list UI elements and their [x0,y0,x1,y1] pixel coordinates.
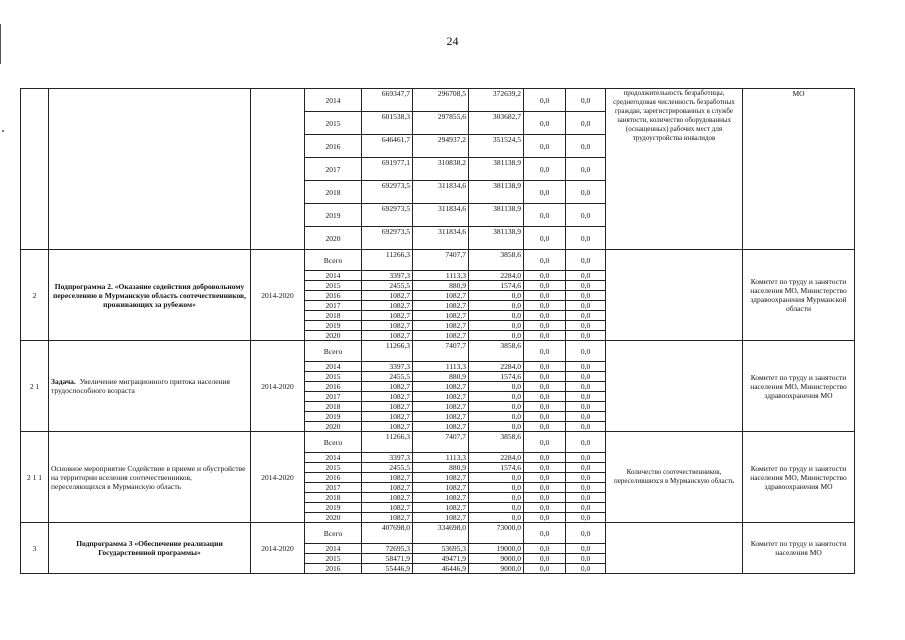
cell-total: 692973,5 [362,181,413,204]
cell-v3: 0,0 [524,463,566,473]
cell-v2: 0,0 [469,412,524,422]
cell-v2: 73000,0 [469,523,524,544]
cell-v4: 0,0 [566,523,606,544]
cell-year: 2017 [305,301,362,311]
cell-v4: 0,0 [566,271,606,281]
cell-v1: 1113,3 [413,271,469,281]
cell-v1: 1082,7 [413,483,469,493]
cell-v1: 1082,7 [413,311,469,321]
cell-v1: 1082,7 [413,503,469,513]
cell-v1: 7407,7 [413,250,469,271]
cell-v4: 0,0 [566,158,606,181]
cell-total: 646461,7 [362,135,413,158]
cell-year: 2020 [305,227,362,250]
cell-year: 2016 [305,382,362,392]
cell-v3: 0,0 [524,271,566,281]
cell-total: 1082,7 [362,382,413,392]
cell-executor: Комитет по труду и занятости населения МО, Министерство здравоохранения Мурманской области [743,250,855,341]
page-number: 24 [446,34,459,48]
cell-name [49,341,251,432]
cell-year: 2019 [305,204,362,227]
cell-total: 2455,5 [362,463,413,473]
cell-v2: 303682,7 [469,112,524,135]
cell-year: 2017 [305,158,362,181]
cell-v1: 1113,3 [413,362,469,372]
cell-v3: 0,0 [524,181,566,204]
cell-v1: 880,9 [413,372,469,382]
cell-year: 2015 [305,281,362,291]
task-text: Увеличение миграционного притока населения трудоспособного возраста [51,377,231,395]
cell-total: 669347,7 [362,89,413,112]
cell-v3: 0,0 [524,392,566,402]
cell-v4: 0,0 [566,291,606,301]
table-row [21,523,855,544]
cell-v3: 0,0 [524,402,566,412]
cell-name [49,89,251,250]
cell-year: 2015 [305,554,362,564]
cell-v3: 0,0 [524,281,566,291]
cell-v2: 0,0 [469,422,524,432]
cell-v4: 0,0 [566,331,606,341]
cell-period [251,89,305,250]
cell-year: 2016 [305,291,362,301]
cell-total: 1082,7 [362,473,413,483]
cell-period: 2014-2020 [251,341,305,432]
cell-period: 2014-2020 [251,432,305,523]
cell-v2: 381138,9 [469,204,524,227]
cell-v2: 0,0 [469,301,524,311]
cell-year: 2020 [305,331,362,341]
cell-total: 1082,7 [362,493,413,503]
cell-v4: 0,0 [566,432,606,453]
cell-v2: 3858,6 [469,432,524,453]
cell-v2: 0,0 [469,503,524,513]
cell-v1: 1082,7 [413,291,469,301]
cell-v2: 3858,6 [469,341,524,362]
cell-total: 3397,3 [362,271,413,281]
cell-v2: 0,0 [469,311,524,321]
cell-v2: 0,0 [469,473,524,483]
cell-v1: 1082,7 [413,331,469,341]
cell-v2: 19000,0 [469,544,524,554]
cell-v3: 0,0 [524,513,566,523]
cell-executor: Комитет по труду и занятости населения МО [743,523,855,574]
cell-total: 11266,3 [362,250,413,271]
cell-v1: 1113,3 [413,453,469,463]
cell-total: 1082,7 [362,301,413,311]
cell-year: Всего [305,432,362,453]
cell-year: 2015 [305,372,362,382]
cell-v1: 1082,7 [413,473,469,483]
cell-v3: 0,0 [524,89,566,112]
cell-year: 2018 [305,402,362,412]
cell-year: 2016 [305,564,362,574]
cell-v2: 9000,0 [469,564,524,574]
cell-v2: 381138,9 [469,181,524,204]
cell-v3: 0,0 [524,311,566,321]
cell-v4: 0,0 [566,503,606,513]
cell-v4: 0,0 [566,422,606,432]
cell-v4: 0,0 [566,372,606,382]
cell-v1: 1082,7 [413,513,469,523]
cell-v3: 0,0 [524,432,566,453]
cell-v1: 296708,5 [413,89,469,112]
cell-total: 1082,7 [362,291,413,301]
cell-v3: 0,0 [524,564,566,574]
cell-v4: 0,0 [566,453,606,463]
cell-v3: 0,0 [524,362,566,372]
cell-v1: 7407,7 [413,432,469,453]
table-body [21,89,855,574]
cell-v3: 0,0 [524,135,566,158]
cell-v1: 1082,7 [413,493,469,503]
cell-v2: 2284,0 [469,362,524,372]
cell-v2: 1574,6 [469,463,524,473]
cell-v4: 0,0 [566,554,606,564]
cell-v2: 3858,6 [469,250,524,271]
cell-total: 2455,5 [362,372,413,382]
cell-v2: 2284,0 [469,271,524,281]
cell-v1: 46446,9 [413,564,469,574]
cell-v1: 1082,7 [413,412,469,422]
cell-v2: 381138,9 [469,158,524,181]
cell-v3: 0,0 [524,554,566,564]
cell-v4: 0,0 [566,483,606,493]
cell-v2: 381138,9 [469,227,524,250]
cell-period: 2014-2020 [251,523,305,574]
cell-year: 2014 [305,89,362,112]
cell-v2: 9000,0 [469,554,524,564]
cell-v3: 0,0 [524,523,566,544]
cell-v2: 351524,5 [469,135,524,158]
cell-v2: 0,0 [469,331,524,341]
cell-name: Подпрограмма 3 «Обеспечение реализации Государственной программы» [49,523,251,574]
cell-total: 3397,3 [362,362,413,372]
table-row [21,89,855,112]
cell-v4: 0,0 [566,382,606,392]
cell-indicator [606,341,743,432]
cell-v4: 0,0 [566,181,606,204]
cell-v2: 2284,0 [469,453,524,463]
cell-executor: Комитет по труду и занятости населения МО, Министерство здравоохранения МО [743,341,855,432]
cell-year: 2018 [305,493,362,503]
cell-v1: 1082,7 [413,382,469,392]
cell-total: 692973,5 [362,204,413,227]
cell-year: 2019 [305,321,362,331]
table-row [21,432,855,453]
cell-v3: 0,0 [524,382,566,392]
cell-v2: 372639,2 [469,89,524,112]
cell-v1: 1082,7 [413,392,469,402]
cell-v3: 0,0 [524,493,566,503]
cell-year: 2018 [305,311,362,321]
cell-v1: 7407,7 [413,341,469,362]
cell-year: 2019 [305,503,362,513]
cell-total: 1082,7 [362,503,413,513]
cell-year: 2020 [305,422,362,432]
cell-year: Всего [305,250,362,271]
cell-year: 2020 [305,513,362,523]
cell-year: 2019 [305,412,362,422]
cell-total: 1082,7 [362,321,413,331]
cell-total: 691977,1 [362,158,413,181]
cell-v1: 53695,3 [413,544,469,554]
cell-v3: 0,0 [524,483,566,493]
cell-v4: 0,0 [566,135,606,158]
cell-v1: 49471,9 [413,554,469,564]
cell-total: 692973,5 [362,227,413,250]
cell-year: 2014 [305,453,362,463]
cell-v2: 1574,6 [469,372,524,382]
cell-total: 1082,7 [362,412,413,422]
task-prefix: Задача. [51,377,76,386]
cell-total: 1082,7 [362,422,413,432]
cell-v3: 0,0 [524,453,566,463]
cell-v3: 0,0 [524,321,566,331]
cell-total: 1082,7 [362,311,413,321]
cell-v1: 1082,7 [413,402,469,412]
cell-total: 1082,7 [362,392,413,402]
cell-v1: 311834,6 [413,181,469,204]
cell-v2: 0,0 [469,493,524,503]
cell-total: 11266,3 [362,432,413,453]
cell-v3: 0,0 [524,422,566,432]
cell-v3: 0,0 [524,112,566,135]
cell-total: 72695,3 [362,544,413,554]
cell-indicator [606,250,743,341]
cell-total: 407698,0 [362,523,413,544]
cell-number: 2 1 1 [21,432,49,523]
cell-v3: 0,0 [524,331,566,341]
cell-v4: 0,0 [566,513,606,523]
cell-v4: 0,0 [566,204,606,227]
cell-v4: 0,0 [566,493,606,503]
cell-v4: 0,0 [566,311,606,321]
cell-v3: 0,0 [524,204,566,227]
cell-v4: 0,0 [566,341,606,362]
cell-executor: МО [743,89,855,250]
cell-total: 1082,7 [362,331,413,341]
cell-name: Подпрограмма 2. «Оказание содействия добровольному переселению в Мурманскую область соотечественников, проживающих за рубежом» [49,250,251,341]
cell-number: 2 1 [21,341,49,432]
cell-number [21,89,49,250]
cell-v1: 880,9 [413,463,469,473]
cell-name: Основное мероприятие Содействие в приеме и обустройстве на территории вселения соотечественников, переселяющихся в Мурманскую область [49,432,251,523]
cell-v3: 0,0 [524,544,566,554]
cell-total: 1082,7 [362,513,413,523]
cell-total: 3397,3 [362,453,413,463]
cell-v1: 310838,2 [413,158,469,181]
binding-edge-mark [0,24,1,64]
table-row [21,341,855,362]
cell-total: 55446,9 [362,564,413,574]
cell-v3: 0,0 [524,227,566,250]
cell-v4: 0,0 [566,544,606,554]
cell-v3: 0,0 [524,503,566,513]
cell-total: 1082,7 [362,402,413,412]
cell-v3: 0,0 [524,291,566,301]
cell-v4: 0,0 [566,281,606,291]
cell-v1: 311834,6 [413,227,469,250]
cell-v1: 1082,7 [413,321,469,331]
table-row [21,250,855,271]
cell-v2: 0,0 [469,392,524,402]
cell-v3: 0,0 [524,301,566,311]
program-table [20,88,855,574]
cell-total: 1082,7 [362,483,413,493]
cell-v1: 297855,6 [413,112,469,135]
cell-v4: 0,0 [566,362,606,372]
cell-v4: 0,0 [566,392,606,402]
cell-v2: 1574,6 [469,281,524,291]
cell-year: 2016 [305,135,362,158]
cell-executor: Комитет по труду и занятости населения МО, Министерство здравоохранения МО [743,432,855,523]
cell-indicator: Количество соотечественников, переселившихся в Мурманскую область [606,432,743,523]
scan-speck [2,130,4,132]
cell-v4: 0,0 [566,402,606,412]
cell-year: 2014 [305,362,362,372]
cell-v3: 0,0 [524,372,566,382]
cell-v2: 0,0 [469,382,524,392]
cell-v1: 334698,0 [413,523,469,544]
cell-v4: 0,0 [566,250,606,271]
cell-year: Всего [305,523,362,544]
cell-indicator [606,523,743,574]
cell-year: 2014 [305,271,362,281]
cell-v1: 294937,2 [413,135,469,158]
cell-v4: 0,0 [566,112,606,135]
cell-v2: 0,0 [469,513,524,523]
cell-v4: 0,0 [566,227,606,250]
cell-v3: 0,0 [524,412,566,422]
cell-v3: 0,0 [524,473,566,483]
cell-total: 58471,9 [362,554,413,564]
cell-number: 3 [21,523,49,574]
cell-year: 2018 [305,181,362,204]
cell-v4: 0,0 [566,463,606,473]
cell-v1: 880,9 [413,281,469,291]
cell-v3: 0,0 [524,250,566,271]
cell-v2: 0,0 [469,321,524,331]
cell-v4: 0,0 [566,412,606,422]
cell-v2: 0,0 [469,483,524,493]
cell-v1: 1082,7 [413,422,469,432]
cell-v4: 0,0 [566,321,606,331]
cell-total: 11266,3 [362,341,413,362]
cell-year: 2015 [305,463,362,473]
cell-v3: 0,0 [524,341,566,362]
cell-total: 2455,5 [362,281,413,291]
cell-year: 2017 [305,392,362,402]
cell-v4: 0,0 [566,89,606,112]
cell-number: 2 [21,250,49,341]
cell-v2: 0,0 [469,402,524,412]
cell-v1: 1082,7 [413,301,469,311]
cell-v2: 0,0 [469,291,524,301]
cell-v4: 0,0 [566,301,606,311]
cell-period: 2014-2020 [251,250,305,341]
cell-year: 2015 [305,112,362,135]
cell-year: Всего [305,341,362,362]
cell-v3: 0,0 [524,158,566,181]
cell-year: 2017 [305,483,362,493]
cell-year: 2014 [305,544,362,554]
cell-total: 601538,3 [362,112,413,135]
cell-v4: 0,0 [566,564,606,574]
cell-v4: 0,0 [566,473,606,483]
cell-indicator: продолжительность безработицы, среднегодовая численность безработных граждан, зарегистрированных в службе занятости, количество оборудованных (оснащенных) рабочих мест для трудоустройства инвалидов [606,89,743,250]
cell-year: 2016 [305,473,362,483]
cell-v1: 311834,6 [413,204,469,227]
